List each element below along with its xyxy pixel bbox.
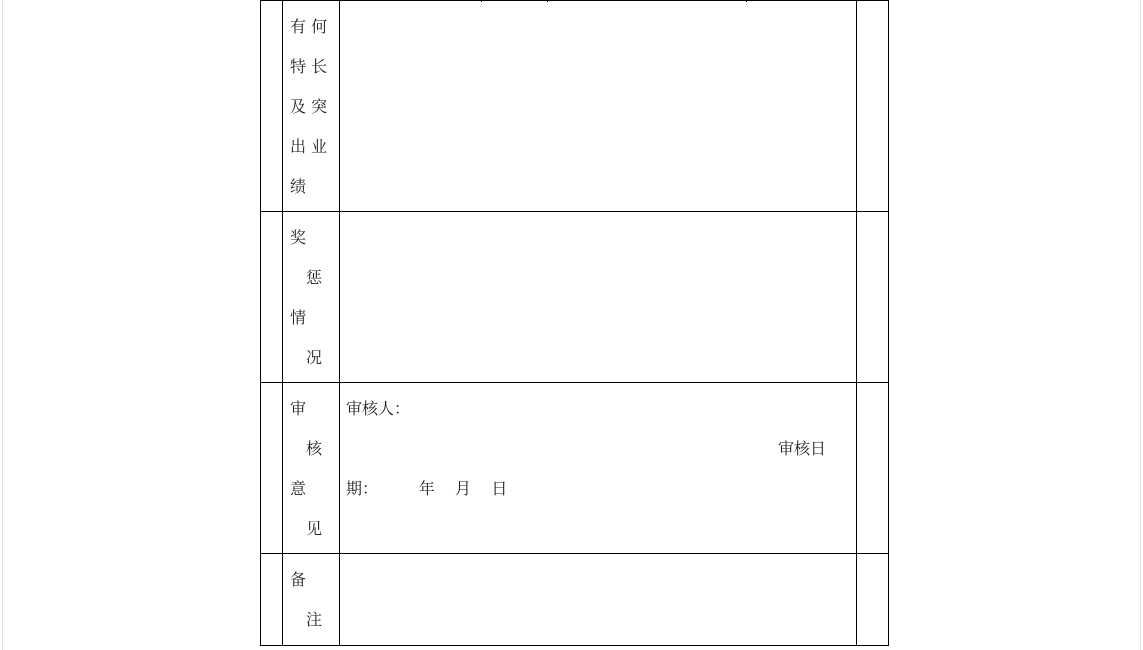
rewards-label-line: 情 — [290, 308, 307, 327]
rewards-content-cell[interactable] — [340, 212, 856, 382]
specialty-label-line: 出 业 — [290, 137, 328, 156]
review-label-line: 意 — [290, 479, 307, 498]
specialty-label-line: 有 何 — [290, 17, 328, 36]
remarks-content-cell[interactable] — [340, 554, 856, 645]
registration-form-table — [260, 0, 889, 646]
column-divider — [282, 0, 283, 646]
rewards-label-line: 惩 — [306, 268, 323, 287]
specialty-label-line: 特 长 — [290, 57, 328, 76]
review-date-label: 审核日 — [778, 439, 827, 458]
remarks-label-line: 注 — [306, 610, 323, 629]
specialty-label-line: 及 突 — [290, 97, 328, 116]
column-divider — [856, 0, 857, 646]
review-date-fields: 期： 年 月 日 — [346, 479, 508, 498]
rewards-label-line: 奖 — [290, 228, 307, 247]
rewards-label-line: 况 — [306, 348, 323, 367]
specialty-label-line: 绩 — [290, 177, 307, 196]
review-label-line: 见 — [306, 519, 323, 538]
specialty-content-cell[interactable] — [340, 1, 856, 211]
document-page — [2, 0, 1141, 650]
remarks-label-line: 备 — [290, 570, 307, 589]
reviewer-label: 审核人： — [346, 399, 411, 418]
review-label-line: 核 — [306, 439, 323, 458]
review-content-cell[interactable] — [340, 383, 856, 553]
review-label-line: 审 — [290, 399, 307, 418]
